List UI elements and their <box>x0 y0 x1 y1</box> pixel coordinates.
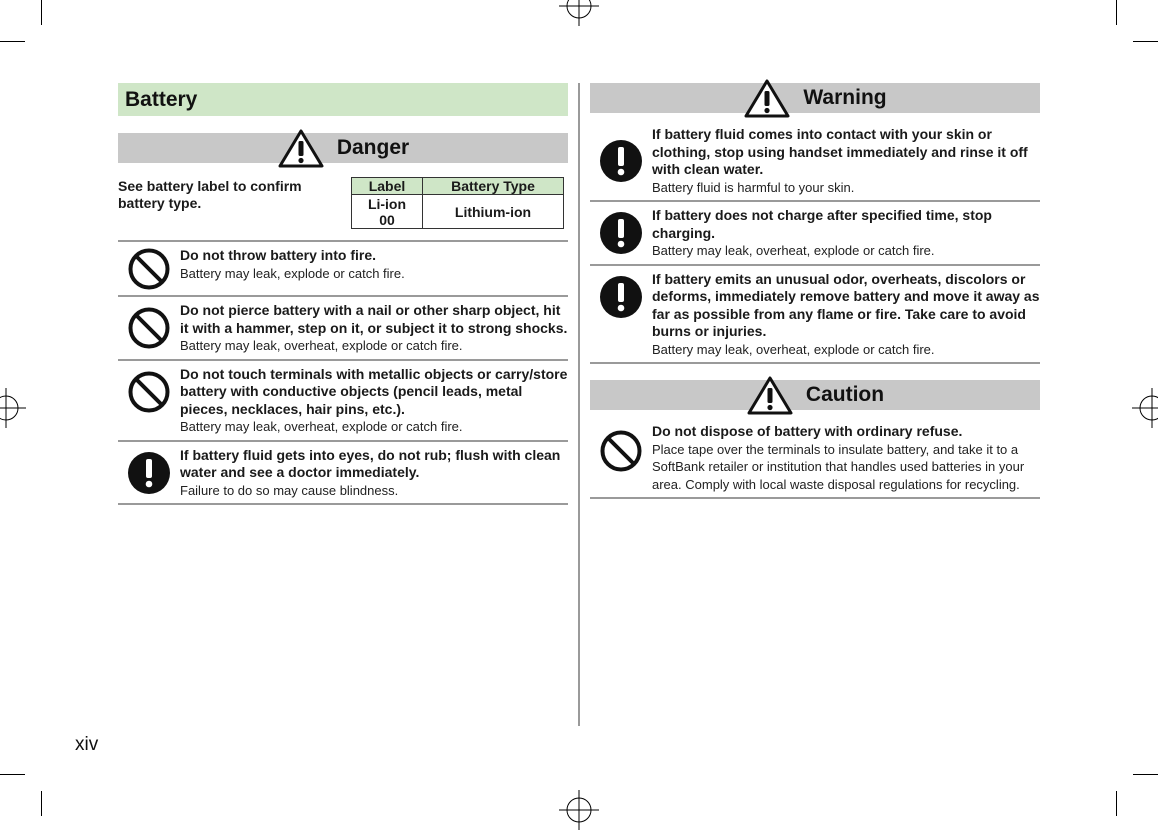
item-heading: If battery does not charge after specified time, stop charging. <box>652 207 992 241</box>
list-item <box>590 264 1040 365</box>
item-heading: Do not dispose of battery with ordinary refuse. <box>652 423 963 439</box>
item-description: Battery fluid is harmful to your skin. <box>652 179 855 195</box>
crop-mark <box>0 41 25 42</box>
warning-banner <box>590 83 1040 113</box>
crop-mark <box>0 774 25 775</box>
item-heading: Do not touch terminals with metallic objects or carry/store battery with conductive objects (pencil leads, metal pieces, necklaces, hair pins, etc.). <box>180 365 568 417</box>
item-description: Battery may leak, overheat, explode or catch fire. <box>180 338 463 353</box>
section-title: Battery <box>118 83 568 116</box>
registration-mark <box>559 790 599 830</box>
crop-mark <box>1133 41 1158 42</box>
mandatory-icon <box>590 207 652 260</box>
item-description: Place tape over the terminals to insulate battery, and take it to a SoftBank retailer or institution that handles used batteries in your area. Comply with local waste disposal regulations for recycling. <box>652 441 1025 492</box>
table-header-battery-type: Battery Type <box>423 178 564 195</box>
crop-mark <box>41 0 42 25</box>
prohibition-icon <box>118 366 180 436</box>
list-item <box>118 240 568 295</box>
item-description: Battery may leak, overheat, explode or catch fire. <box>652 341 935 357</box>
table-header-row <box>352 178 564 195</box>
prohibition-icon <box>590 423 652 493</box>
prohibition-icon <box>118 302 180 355</box>
column-divider <box>578 83 580 726</box>
list-item <box>590 418 1040 499</box>
caution-banner <box>590 380 1040 410</box>
list-item <box>118 295 568 359</box>
registration-mark <box>559 0 599 26</box>
page-number: xiv <box>75 734 99 755</box>
right-column <box>590 83 1040 499</box>
item-heading: If battery fluid gets into eyes, do not rub; flush with clean water and see a doctor immediately. <box>180 446 561 480</box>
mandatory-icon <box>590 271 652 359</box>
battery-type-intro <box>118 177 568 233</box>
registration-mark <box>1132 388 1158 428</box>
mandatory-icon <box>590 126 652 196</box>
caution-title: Caution <box>805 383 885 406</box>
table-row <box>352 195 564 229</box>
table-header-label: Label <box>352 178 423 195</box>
crop-mark <box>1116 791 1117 816</box>
warning-title: Warning <box>803 86 887 109</box>
table-cell-label: Li-ion 00 <box>352 195 423 229</box>
list-item <box>590 200 1040 264</box>
crop-mark <box>41 791 42 816</box>
item-description: Battery may leak, explode or catch fire. <box>180 265 405 281</box>
intro-text: See battery label to confirm battery type. <box>118 178 302 211</box>
crop-mark <box>1133 774 1158 775</box>
table-cell-battery-type: Lithium-ion <box>423 195 564 229</box>
item-heading: Do not throw battery into fire. <box>180 247 376 263</box>
prohibition-icon <box>118 247 180 291</box>
item-heading: If battery fluid comes into contact with your skin or clothing, stop using handset immediately and rinse it off with clean water. <box>652 126 1028 177</box>
item-heading: If battery emits an unusual odor, overheats, discolors or deforms, immediately remove battery and move it away as far as possible from any flame or fire. Take care to avoid burns or injuries. <box>652 270 1040 339</box>
crop-mark <box>1116 0 1117 25</box>
mandatory-icon <box>118 447 180 500</box>
battery-type-table <box>351 177 564 229</box>
item-description: Battery may leak, overheat, explode or catch fire. <box>652 243 935 258</box>
list-item <box>118 359 568 440</box>
danger-title: Danger <box>336 136 410 159</box>
danger-banner <box>118 133 568 163</box>
item-description: Battery may leak, overheat, explode or catch fire. <box>180 419 463 434</box>
list-item <box>118 440 568 506</box>
left-column <box>118 83 568 505</box>
registration-mark <box>0 388 26 428</box>
warning-triangle-icon <box>746 375 794 415</box>
list-item <box>590 121 1040 200</box>
warning-triangle-icon <box>743 78 791 118</box>
item-description: Failure to do so may cause blindness. <box>180 482 399 498</box>
warning-triangle-icon <box>277 128 325 168</box>
item-heading: Do not pierce battery with a nail or other sharp object, hit it with a hammer, step on it, or subject it to strong shocks. <box>180 302 568 336</box>
